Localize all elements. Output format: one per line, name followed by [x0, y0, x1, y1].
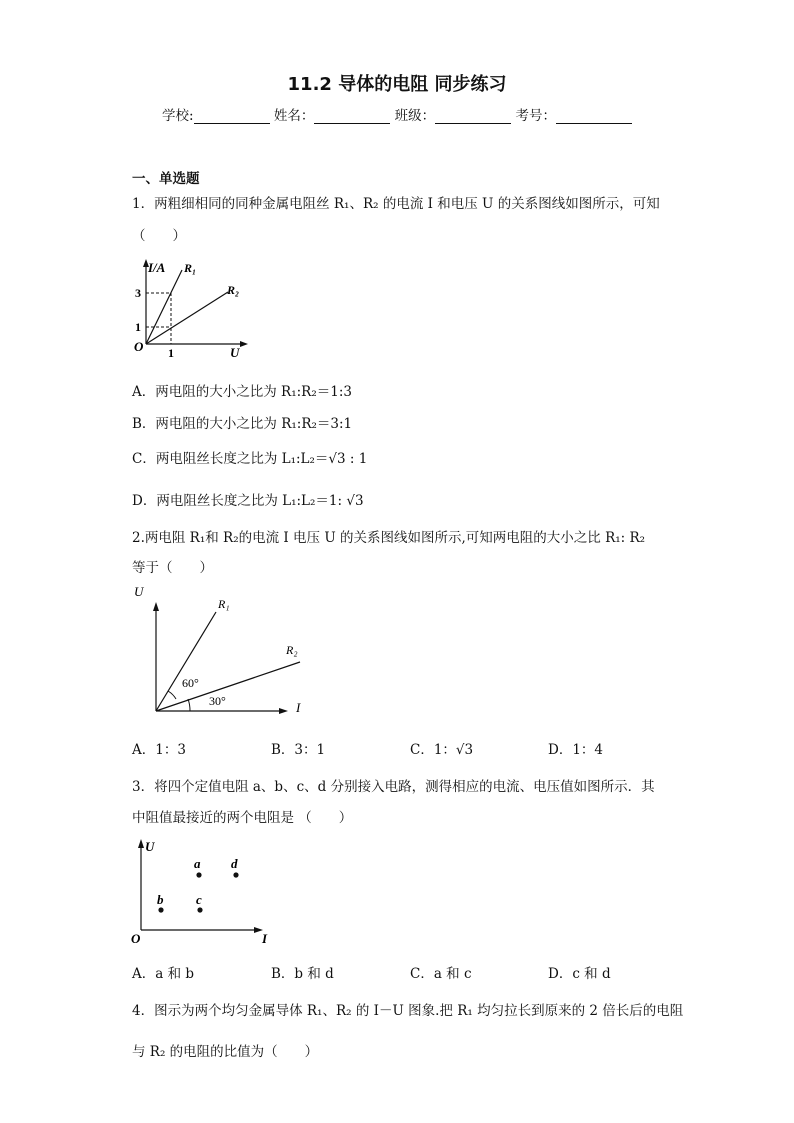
q2-option-d[interactable]: D．1：4 — [548, 742, 604, 758]
q2-arc-60 — [168, 691, 176, 699]
q3-text-line1: 3．将四个定值电阻 a、b、c、d 分别接入电路，测得相应的电流、电压值如图所示．其 — [132, 779, 655, 795]
q1-origin: O — [134, 339, 144, 354]
q3-label-b: b — [157, 892, 164, 907]
q1-label-r2: R₂ — [227, 283, 240, 297]
page-title: 11.2 导体的电阻 同步练习 — [287, 74, 507, 95]
q3-label-a: a — [194, 856, 201, 871]
q1-option-d[interactable]: D．两电阻丝长度之比为 L₁:L₂＝1: √3 — [132, 493, 364, 509]
q3-label-d: d — [231, 856, 238, 871]
q3-point-d — [233, 872, 238, 877]
number-field[interactable] — [556, 109, 632, 124]
q1-option-a[interactable]: A．两电阻的大小之比为 R₁:R₂＝1:3 — [132, 384, 352, 400]
q1-option-c[interactable]: C．两电阻丝长度之比为 L₁:L₂＝√3 : 1 — [132, 451, 368, 467]
q1-x-arrow — [240, 341, 248, 347]
q4-text-line1: 4．图示为两个均匀金属导体 R₁、R₂ 的 I－U 图象.把 R₁ 均匀拉长到原来的 2 倍长后的电阻 — [132, 1003, 684, 1019]
q3-point-a — [196, 872, 201, 877]
q2-option-b[interactable]: B．3：1 — [271, 742, 326, 758]
q1-tick-y1: 1 — [135, 320, 141, 334]
q2-line-r2 — [156, 662, 300, 711]
name-field[interactable] — [314, 109, 390, 124]
q3-graph — [126, 834, 286, 950]
class-label: 班级： — [394, 108, 436, 124]
q3-point-c — [197, 907, 202, 912]
q2-y-label: U — [134, 584, 144, 599]
q2-angle-60: 60° — [182, 676, 199, 690]
q3-option-a[interactable]: A．a 和 b — [132, 966, 195, 982]
q1-label-r1: R₁ — [184, 261, 197, 275]
q1-tick-x1: 1 — [168, 346, 174, 360]
q2-label-r2: R₂ — [286, 643, 298, 657]
q3-label-c: c — [196, 892, 202, 907]
q3-x-label: I — [262, 931, 268, 946]
q1-text-line1: 1．两粗细相同的同种金属电阻丝 R₁、R₂ 的电流 I 和电压 U 的关系图线如图所示，可知 — [132, 196, 660, 212]
class-field[interactable] — [435, 109, 511, 124]
q1-tick-y3: 3 — [135, 286, 141, 300]
q4-text-line2: 与 R₂ 的电阻的比值为（ ） — [132, 1044, 319, 1060]
name-label: 姓名： — [273, 108, 315, 124]
section-heading: 一、单选题 — [132, 171, 200, 187]
q2-label-r1: R₁ — [218, 597, 230, 611]
q1-x-label: U — [230, 345, 240, 360]
q1-graph — [126, 252, 266, 364]
q2-x-arrow — [279, 708, 288, 714]
q3-option-c[interactable]: C．a 和 c — [410, 966, 472, 982]
q1-y-label: I/A — [148, 260, 166, 275]
q2-angle-30: 30° — [209, 694, 226, 708]
q3-text-line2: 中阻值最接近的两个电阻是 （ ） — [132, 810, 353, 826]
q3-point-b — [158, 907, 163, 912]
q3-origin: O — [131, 931, 141, 946]
q2-text-line1: 2.两电阻 R₁和 R₂的电流 I 电压 U 的关系图线如图所示,可知两电阻的大小之比 R₁: R₂ — [132, 530, 646, 546]
q1-option-b[interactable]: B．两电阻的大小之比为 R₁:R₂＝3:1 — [132, 416, 353, 432]
q2-text-line2: 等于（ ） — [132, 560, 213, 576]
q2-x-label: I — [296, 700, 301, 715]
q3-option-b[interactable]: B．b 和 d — [271, 966, 334, 982]
q3-y-label: U — [145, 839, 155, 854]
q2-arc-30 — [188, 699, 190, 711]
info-line — [162, 104, 632, 124]
q3-y-arrow — [138, 839, 144, 848]
q1-text-line2: （ ） — [132, 228, 186, 244]
q2-graph — [126, 580, 316, 720]
q2-y-arrow — [153, 602, 159, 611]
q2-option-a[interactable]: A．1：3 — [132, 742, 186, 758]
school-label: 学校: — [162, 108, 194, 124]
q2-line-r1 — [156, 612, 216, 711]
school-field[interactable] — [194, 109, 270, 124]
q3-option-d[interactable]: D．c 和 d — [548, 966, 611, 982]
number-label: 考号： — [515, 108, 556, 124]
q2-option-c[interactable]: C．1：√3 — [410, 742, 474, 758]
